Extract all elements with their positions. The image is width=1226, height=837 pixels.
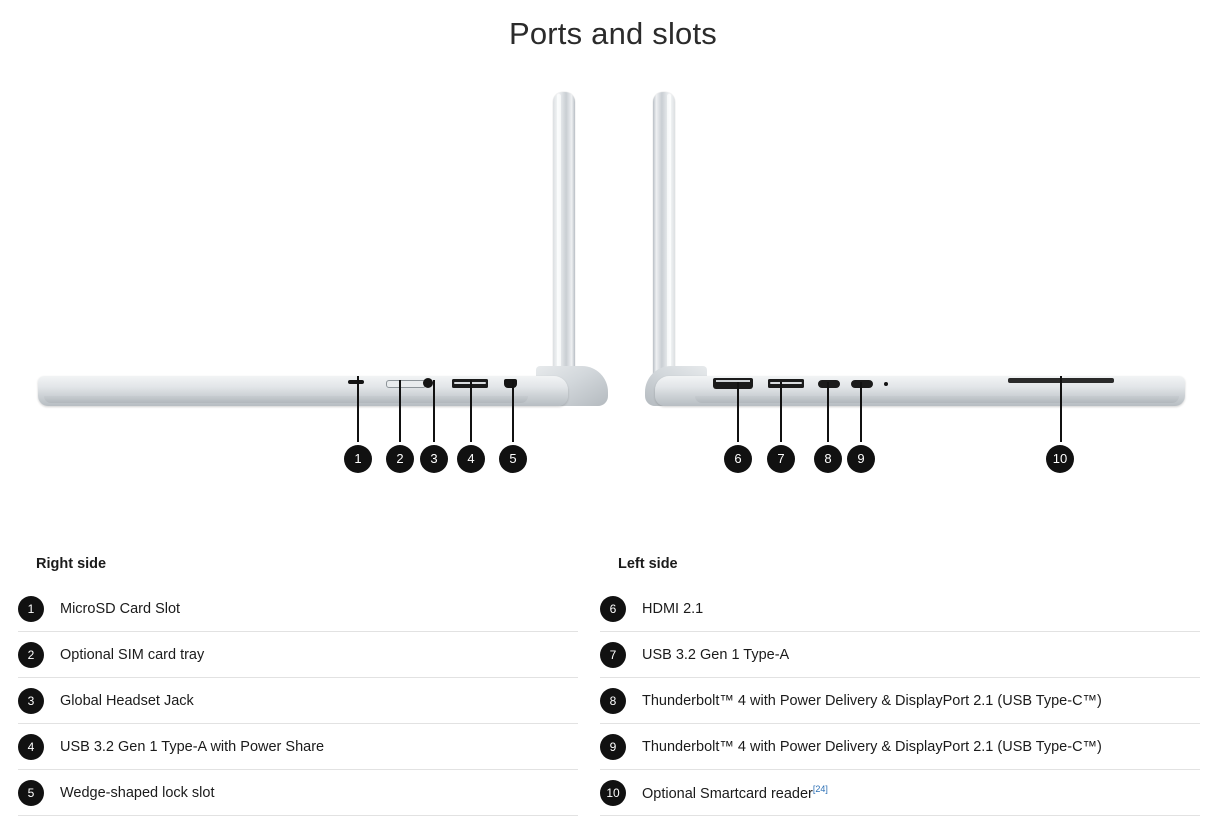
callout-leader-9	[860, 382, 862, 442]
legend-label-2: Optional SIM card tray	[60, 646, 205, 663]
headset-jack-port	[423, 378, 433, 388]
legend-badge-6: 6	[600, 596, 626, 622]
legend-column-left-side	[600, 556, 1200, 816]
callout-leader-7	[780, 382, 782, 442]
callout-badge-3: 3	[420, 445, 448, 473]
legend-heading-right-side: Right side	[36, 556, 107, 572]
laptop-base-panel	[38, 376, 568, 406]
legend-item-9	[600, 724, 1200, 770]
legend-item-10	[600, 770, 1200, 816]
legend-label-5: Wedge-shaped lock slot	[60, 784, 215, 801]
legend-badge-1: 1	[18, 596, 44, 622]
callout-badge-5: 5	[499, 445, 527, 473]
legend-badge-8: 8	[600, 688, 626, 714]
callout-leader-2	[399, 380, 401, 442]
callout-leader-4	[470, 380, 472, 442]
callout-badge-1: 1	[344, 445, 372, 473]
legend-badge-9: 9	[600, 734, 626, 760]
legend-badge-5: 5	[18, 780, 44, 806]
legend-label-6: HDMI 2.1	[642, 600, 704, 617]
page-title: Ports and slots	[508, 16, 718, 51]
laptop-right-side-view	[38, 80, 583, 410]
thunderbolt-port-2	[851, 380, 873, 388]
legend-item-3	[18, 678, 578, 724]
sim-card-tray-port	[386, 380, 426, 388]
laptop-lid-panel	[553, 92, 575, 384]
legend-label-8: Thunderbolt™ 4 with Power Delivery & DisplayPort 2.1 (USB Type-C™)	[642, 692, 1102, 709]
status-led	[884, 382, 888, 386]
wedge-lock-slot-port	[504, 379, 517, 388]
callout-leader-10	[1060, 376, 1062, 442]
legend-item-8	[600, 678, 1200, 724]
callout-leader-1	[357, 376, 359, 442]
legend-column-right-side	[18, 556, 578, 816]
callout-badge-6: 6	[724, 445, 752, 473]
legend-heading-left-side: Left side	[618, 556, 678, 572]
laptop-lid-panel	[653, 92, 675, 384]
legend-label-1: MicroSD Card Slot	[60, 600, 181, 617]
hdmi-port	[713, 378, 753, 389]
legend-item-2	[18, 632, 578, 678]
legend-label-10-text: Optional Smartcard reader	[642, 785, 813, 802]
legend-badge-7: 7	[600, 642, 626, 668]
legend-badge-2: 2	[18, 642, 44, 668]
legend-badge-10: 10	[600, 780, 626, 806]
ports-legend	[0, 556, 1226, 837]
callout-leader-8	[827, 382, 829, 442]
callout-badge-7: 7	[767, 445, 795, 473]
legend-label-7: USB 3.2 Gen 1 Type-A	[642, 646, 790, 663]
ports-illustration	[0, 70, 1226, 490]
legend-item-1	[18, 586, 578, 632]
callout-badge-8: 8	[814, 445, 842, 473]
legend-badge-3: 3	[18, 688, 44, 714]
legend-item-4	[18, 724, 578, 770]
usb-a-port	[768, 379, 804, 388]
legend-label-4: USB 3.2 Gen 1 Type-A with Power Share	[60, 738, 325, 755]
legend-item-6	[600, 586, 1200, 632]
callout-leader-5	[512, 380, 514, 442]
callout-badge-2: 2	[386, 445, 414, 473]
callout-badge-4: 4	[457, 445, 485, 473]
callout-badge-10: 10	[1046, 445, 1074, 473]
callout-badge-9: 9	[847, 445, 875, 473]
legend-label-9: Thunderbolt™ 4 with Power Delivery & DisplayPort 2.1 (USB Type-C™)	[642, 738, 1102, 755]
legend-item-7	[600, 632, 1200, 678]
thunderbolt-port-1	[818, 380, 840, 388]
laptop-left-side-view	[645, 80, 1190, 410]
microsd-card-slot-port	[348, 380, 364, 384]
legend-label-3: Global Headset Jack	[60, 692, 194, 709]
callout-leader-6	[737, 382, 739, 442]
legend-badge-4: 4	[18, 734, 44, 760]
footnote-reference-24[interactable]: [24]	[812, 783, 828, 794]
legend-label-10	[642, 784, 828, 802]
legend-item-5	[18, 770, 578, 816]
callout-leader-3	[433, 380, 435, 442]
